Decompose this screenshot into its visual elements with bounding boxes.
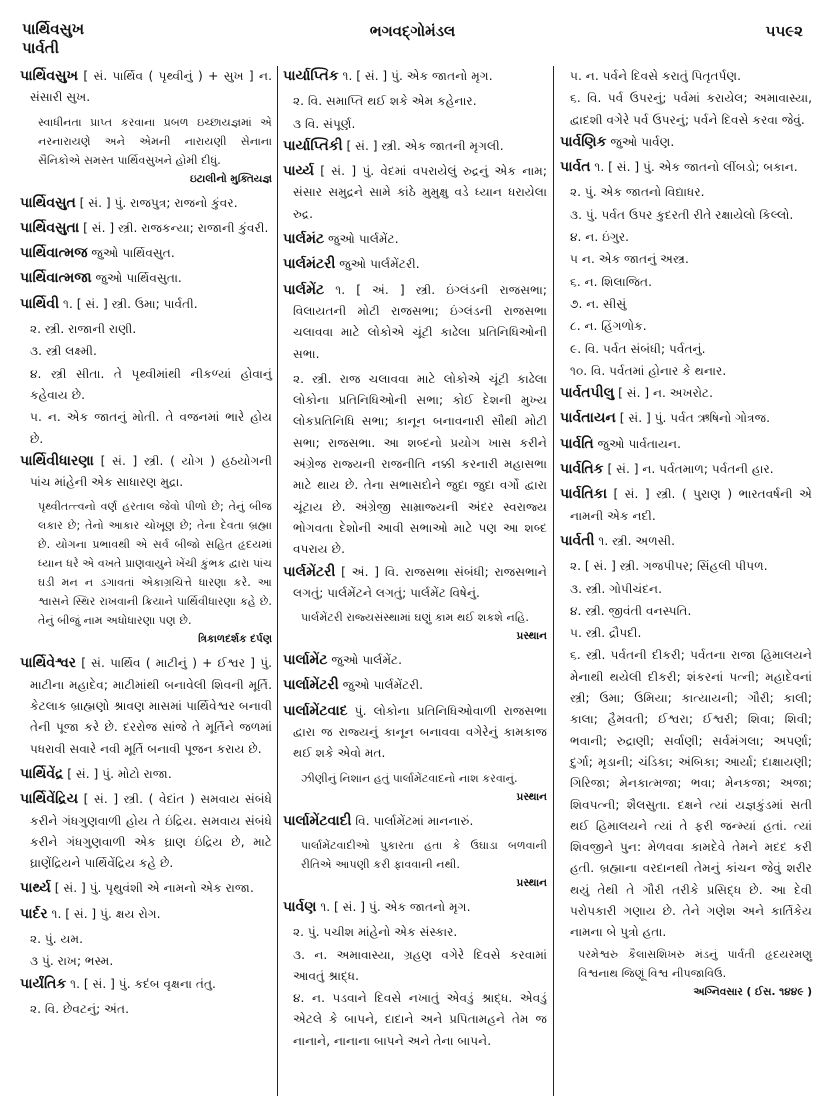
definition: [ સં. ] સ્ત્રી. ( વેદાંત ) સમવાય સંબંધે કરીને ગંધગુણવાળી હોય તે ઇંદ્રિય. સમવાય સંબંધે કરીને ગંધગુણવાળી એક ઘ્રાણ ઇંદ્રિય છે, માટે ઘ્રાણેંદ્રિયને પાર્થિવેંદ્રિય કહે છે. (30, 792, 272, 871)
headword: પાર્થિવેંદ્રિય (20, 791, 79, 808)
dictionary-entry (20, 66, 272, 109)
dictionary-entry (283, 161, 547, 225)
definition: વિ. પાર્લામેંટમાં માનનારું. (351, 813, 474, 828)
dictionary-entry (20, 218, 272, 239)
dictionary-entry (20, 294, 272, 315)
usage-quotation (20, 497, 272, 649)
sense-definition: ૨. વિ. સમાપ્તિ થઈ શકે એમ કહેનાર. (293, 94, 477, 109)
definition: [ સં. ] સ્ત્રી. ( પુરાણ ) ભારતવર્ષની એ નામની એક નદી. (570, 487, 812, 523)
definition: [ સં. ] પું. પૃથુવંશી એ નામનો એક રાજા. (50, 881, 254, 896)
dictionary-entry (20, 451, 272, 494)
definition: [ સં. ] પું. મોટો રાજા. (63, 766, 172, 781)
definition: જુઓ પાર્થિવસુત. (87, 246, 175, 261)
headword: પાર્થિવાત્મજા (20, 270, 92, 287)
sense-definition: ૩. સ્ત્રી લક્ષ્મી. (30, 344, 97, 359)
sense-definition: ૪. ન. ઇંગુર. (570, 230, 630, 245)
headword: પાર્થિવસુખ (20, 68, 78, 84)
page-number: ૫૫૯૨ (765, 22, 803, 40)
dictionary-entry (283, 897, 547, 918)
sense-definition: ૫ ન. એક જાતનું અસ્ત્ર. (570, 252, 689, 267)
usage-quotation (283, 608, 547, 646)
sense-definition: ૫. ન. એક જાતનું મોતી. તે વજનમાં ભારે હોય છે. (30, 410, 272, 446)
headword: પાર્વતિકા (560, 486, 607, 503)
sense-definition: ૯. વિ. પર્વત સંબંધી; પર્વતનું. (570, 341, 706, 356)
headword: પાર્લામેંટ (283, 652, 328, 669)
definition: [ સં. પાર્થિવ ( માટીનું ) + ઈશ્વર ] પું. માટીના મહાદેવ; માટીમાંથી બનાવેલી શિવની મૂર્તિ. કેટલાક બ્રાહ્મણો શ્રાવણ માસમાં પાર્થિવેશ્વર બનાવી તેની પૂજા કરે છે. દરરોજ સાંજે તે મૂર્તિને જળમાં પધરાવી સવારે નવી મૂર્તિ બનાવી પૂજન કરાય છે. (30, 656, 272, 756)
definition: જુઓ પાર્લમેંટ. (327, 653, 403, 668)
headword: પાર્થિવેંદ્ર (20, 765, 64, 782)
headword: પાર્લામેંટવાદી (283, 812, 352, 829)
definition: જુઓ પાર્વતાયન. (593, 436, 681, 451)
sense-definition: ૫. ન. પર્વને દિવસે કરાતું પિતૃતર્પણ. (570, 69, 742, 83)
column-1 (20, 66, 272, 1021)
headword: પાર્લામેંટરી (283, 677, 339, 694)
headword: પાર્લમંટ (283, 231, 325, 248)
headword: પાર્થિવેશ્વર (20, 655, 77, 672)
sense-definition: ૮. ન. હિંગળોક. (570, 319, 647, 334)
definition: [ સં. ] પું. વેદમાં વપરાયેલું રુદ્રનું એક નામ; સંસાર સમુદ્રને સામે કાંઠે મુમુક્ષુ વડે ધ્યાન ધરાયેલા રુદ્ર. (293, 164, 547, 221)
headword: પાર્દર (20, 905, 48, 922)
dictionary-entry (20, 653, 272, 759)
definition: ૧. [ સં. ] પું. ક્ષય રોગ. (47, 906, 161, 921)
dictionary-entry (20, 878, 272, 899)
headword: પાર્વતાયન (560, 410, 616, 427)
dictionary-entry (283, 254, 547, 275)
definition: જુઓ પાર્લમેંટરી. (335, 257, 420, 272)
sense-definition: ૪. સ્ત્રી સીતા. તે પૃથ્વીમાંથી નીકળ્યાં હોવાનું કહેવાય છે. (30, 366, 272, 402)
definition: જુઓ પાર્લમેંટરી. (338, 678, 424, 693)
headword: પાર્વત (560, 159, 591, 176)
dictionary-entry (283, 675, 547, 696)
dictionary-entry (283, 136, 547, 157)
quotation-text: પાર્લમેંટરી રાજ્યસંસ્થામાં ઘણું કામ થઈ શકશે નહિ. (301, 611, 529, 625)
sense-definition: ૨. પું. યમ. (30, 932, 84, 947)
sense-definition: ૨. વિ. છેવટનું; અંત. (30, 1001, 129, 1016)
dictionary-entry (20, 193, 272, 214)
headword: પાર્થ્ય (20, 880, 51, 897)
dictionary-entry (283, 66, 547, 87)
dictionary-entry (283, 701, 547, 765)
dictionary-entry (283, 229, 547, 250)
usage-quotation (283, 836, 547, 893)
headword: પાર્ય્ય (283, 163, 314, 180)
headword: પાર્વતપીલુ (560, 385, 615, 402)
definition: [ સં. ] સ્ત્રી. રાજકન્યા; રાજાની કુંવરી. (79, 220, 269, 235)
quotation-source: ઇટાલીનો મુક્તિયજ્ઞ (189, 172, 272, 185)
headword: પાર્યાપ્તિક (283, 68, 339, 84)
guide-word-last: પાર્વતી (22, 39, 59, 57)
headword: પાર્થિવાત્મજ (20, 245, 88, 262)
headword: પાર્વતિક (560, 461, 604, 478)
definition: ૧. સ્ત્રી. અળસી. (594, 533, 675, 548)
headword: પાર્લમેંટરી (283, 563, 336, 580)
sense-definition: ૩. સ્ત્રી. ગોપીચંદન. (570, 581, 662, 596)
definition: [ સં. ] સ્ત્રી. એક જાતની મૃગલી. (342, 138, 504, 153)
dictionary-entry (560, 408, 812, 429)
quotation-source: પ્રસ્થાન (516, 790, 547, 803)
definition: ૧. [ અં. ] સ્ત્રી. ઇંગ્લંડની રાજસભા; વિલાયતની મોટી રાજસભા; ઇંગ્લંડની રાજસભા ચલાવવા માટે લોકોએ ચૂંટી કાઢેલા પ્રતિનિધિઓની સભા. (293, 282, 547, 361)
sense-definition: ૪. સ્ત્રી. જીવંતી વનસ્પતિ. (570, 603, 692, 618)
dictionary-entry (20, 789, 272, 874)
headword: પાર્વતિ (560, 435, 594, 452)
quotation-source: પ્રસ્થાન (516, 876, 547, 889)
sense-definition: ૩. ન. અમાવાસ્યા, ગ્રહણ વગેરે દિવસે કરવામાં આવતું શ્રાદ્ધ. (293, 947, 547, 983)
definition: [ સં. ] પું. પર્વત ઋષિનો ગોત્રજ. (615, 411, 770, 426)
dictionary-entry (283, 562, 547, 605)
dictionary-entry (20, 904, 272, 925)
sense-definition: ૨. સ્ત્રી. રાજાની રાણી. (30, 322, 137, 337)
headword: પાર્યંતિક (20, 975, 67, 992)
dictionary-entry (283, 650, 547, 671)
dictionary-entry (560, 157, 812, 178)
sense-definition: ૭. ન. સીસું (570, 296, 627, 311)
dictionary-entry (283, 280, 547, 365)
quotation-text: ઝીણીનું નિશાન હતું પાર્લામેંટવાદનો નાશ કરવાનું. (301, 771, 518, 785)
sense-definition: ૨. પું. પચીશ માંહેનો એક સંસ્કાર. (293, 925, 458, 940)
definition: [ સં. ] ન. પર્વતમાળ; પર્વતની હાર. (603, 462, 774, 477)
definition: ૧. [ સં. ] પું. એક જાતનો મૃગ. (316, 899, 471, 914)
definition: ૧. [ સં. ] પું. એક જાતનો લીંબડો; બકાન. (590, 160, 798, 175)
headword: પાર્વણિક (560, 133, 607, 150)
book-title: ભગવદ્ગોમંડલ (369, 22, 456, 40)
headword: પાર્લમંટરી (283, 256, 336, 273)
dictionary-entry (560, 531, 812, 552)
headword: પાર્લામેંટવાદ (283, 702, 348, 719)
dictionary-entry (560, 484, 812, 527)
dictionary-entry (20, 243, 272, 264)
quotation-text: પૃથ્વીતત્ત્વનો વર્ણ હરતાલ જેવો પીળો છે; તેનું બીજ લકાર છે; તેનો આકાર ચોખૂણ છે; તેના દેવતા બ્રહ્મા છે. યોગના પ્રભાવથી એ સર્વ બીજો સહિત હૃદયમાં ધ્યાન ધરે એ વખતે પ્રાણવાયુને ખેંચી કુંભક દ્વારા પાંચ ઘડી મન ન ડગાવતાં એકાગ્રચિત્તે ધારણા કરે. આ શ્વાસને સ્થિર રાખવાની ક્રિયાને પાર્થિવીધારણા કહે છે. તેનું બીજું નામ અધોધારણા પણ છે. (38, 500, 272, 628)
definition: પું. લોકોના પ્રતિનિધિઓવાળી રાજસભા દ્વારા જ રાજ્યનું કાનૂન બનાવવા વગેરેનું કામકાજ થઈ શકે એવો મત. (293, 703, 547, 761)
dictionary-entry (283, 811, 547, 832)
quotation-source: પ્રસ્થાન (516, 630, 547, 643)
guide-word-first: પાર્થિવસુખ (22, 20, 85, 38)
headword: પાર્લમેંટ (283, 281, 325, 298)
definition: ૧. [ સં. ] પું. કદંબ વૃક્ષના તંતુ. (66, 976, 216, 991)
sense-definition: ૬. વિ. પર્વ ઉપરનું; પર્વમાં કરાયેલ; અમાવાસ્યા, દ્વાદશી વગેરે પર્વ ઉપરનું; પર્વને દિવસે કરવા જેવું. (570, 91, 812, 127)
usage-quotation (283, 769, 547, 807)
dictionary-entry (560, 383, 812, 404)
definition: [ સં. ] પું. રાજપુત્ર; રાજનો કુંવર. (75, 195, 238, 210)
column-divider (553, 66, 554, 1096)
definition: [ સં. પાર્થિવ ( પૃથ્વીનું ) + સુખ ] ન. સંસારી સુખ. (30, 69, 272, 105)
sense-definition: ૬. ન. શિલાજિત. (570, 274, 652, 289)
definition: [ અં. ] વિ. રાજસભા સંબંધી; રાજસભાને લગતું; પાર્લમેંટને લગતું; પાર્લમેંટ વિષેનું. (293, 564, 547, 600)
column-divider (277, 66, 278, 1096)
dictionary-entry (560, 434, 812, 455)
headword: પાર્થિવીધારણા (20, 452, 94, 469)
dictionary-entry (560, 132, 812, 153)
sense-definition: ૨. [ સં. ] સ્ત્રી. ગજપીપર; સિંહલી પીપળ. (570, 559, 768, 574)
sense-definition: ૫. સ્ત્રી. દ્રૌપદી. (570, 626, 642, 641)
usage-quotation (560, 945, 812, 1002)
definition: જુઓ પાર્થિવસુતા. (91, 271, 182, 286)
headword: પાર્થિવી (20, 295, 60, 312)
headword: પાર્વણ (283, 898, 317, 915)
sense-definition: ૨. સ્ત્રી. રાજ ચલાવવા માટે લોકોએ ચૂંટી કાઢેલા લોકોના પ્રતિનિધિઓની સભા; કોઈ દેશની મુખ્ય લોકપ્રતિનિધિ સભા; કાનૂન બનાવનારી સૌથી મોટી સભા; રાજસભા. આ શબ્દનો પ્રયોગ ખાસ કરીને અંગ્રેજ રાજ્યની રાજનીતિ નક્કી કરનારી મહાસભા માટે થાય છે. તેના સભાસદોને જુદા જુદા વર્ગો દ્વારા ચૂંટાય છે. અંગ્રેજી સામ્રાજ્યની અંદર સ્વરાજ્ય ભોગવતા દેશોની આવી સભાઓ માટે પણ આ શબ્દ વપરાય છે. (293, 371, 547, 557)
definition: ૧. [ સં. ] પું. એક જાતનો મૃગ. (338, 69, 493, 83)
sense-definition: ૬. સ્ત્રી. પર્વતની દીકરી; પર્વતના રાજા હિમાલયને મેનાથી થયેલી દીકરી; શંકરનાં પત્ની; મહાદેવનાં સ્ત્રી; ઉમા; ઉમિયા; કાત્યાયની; ગૌરી; કાલી; કાલા; હૈમવતી; ઈશ્વરા; ઈશ્વરી; શિવા; શિવી; ભવાની; રુદ્રાણી; સર્વાણી; સર્વમંગલા; અપર્ણા; દુર્ગા; મૃડાની; ચંડિકા; અંબિકા; આર્યા; દાક્ષાયણી; ગિરિજા; મેનકાત્મજા; ભવા; મેનકજા; અજા; શિવપત્ની; શૈલસુતા. દક્ષને ત્યાં યજ્ઞકુંડમાં સતી થઈ હિમાલયને ત્યાં તે ફરી જન્મ્યાં હતાં. ત્યાં શિવજીને પુન: મેળવવા કામદેવે તેમને મદદ કરી હતી. બ્રહ્માના વરદાનથી તેમનું કાંચન જેવું શરીર થયું તેથી તે ગૌરી તરીકે પ્રસિદ્ધ છે. આ દેવી પરોપકારી ગણાય છે. તેને ગણેશ અને કાર્તિકેય નામના બે પુત્રો હતા. (570, 648, 812, 940)
definition: [ સં. ] ન. અખરોટ. (614, 386, 713, 401)
sense-definition: ૩. પું. પર્વત ઉપર કુદરતી રીતે રક્ષાયેલો કિલ્લો. (570, 207, 794, 222)
definition: ૧. [ સં. ] સ્ત્રી. ઉમા; પાર્વતી. (59, 296, 198, 311)
sense-definition: ૧૦. વિ. પર્વતમાં હોનાર કે થનાર. (570, 363, 727, 378)
headword: પાર્વતી (560, 532, 595, 549)
headword: પાર્થિવસુત (20, 194, 76, 211)
definition: જુઓ પાર્વણ. (606, 134, 675, 149)
definition: [ સં. ] સ્ત્રી. ( યોગ ) હઠયોગની પાંચ માંહેની એક સાધારણ મુદ્રા. (30, 453, 272, 490)
dictionary-entry (20, 974, 272, 995)
sense-definition: ૨. પું. એક જાતનો વિદ્યાધર. (570, 185, 705, 200)
headword: પાર્થિવસુતા (20, 219, 80, 236)
column-2 (283, 66, 547, 1053)
dictionary-entry (560, 459, 812, 480)
sense-definition: ૩ પું. રાખ; ભસ્મ. (30, 954, 114, 969)
quotation-text: પાર્લામેંટવાદીઓ પુકારતા હતા કે ઉઘાડા બળવાની રીતિએ આપણી કરી ફાવવાની નથી. (301, 838, 547, 871)
usage-quotation (20, 113, 272, 189)
quotation-text: પરમેશ્વરુ કૈલાસશિખરુ મંડનું પાર્વતી હૃદયરમણુ વિશ્વનાથ જિણૂં વિશ્વ નીપજાવિઉ. (578, 947, 812, 980)
headword: પાર્યાપ્તિકી (283, 137, 343, 154)
definition: જુઓ પાર્લમેંટ. (324, 232, 399, 247)
dictionary-entry (20, 764, 272, 785)
sense-definition: ૪. ન. પડવાને દિવસે નખાતું એવડું શ્રાદ્ધ. એવડું એટલે કે બાપને, દાદાને અને પ્રપિતામહને તેમ જ નાનાને, નાનાના બાપને અને તેના બાપને. (293, 991, 547, 1048)
dictionary-entry (20, 268, 272, 289)
quotation-source: અગ્નિવસાર ( ઈસ. ૧૪૪૯ ) (693, 985, 812, 998)
column-3 (560, 66, 812, 1006)
quotation-text: સ્વાધીનતા પ્રાપ્ત કરવાના પ્રબળ ઇચ્છાયજ્ઞમાં એ નરનારાયણે અને એમની નારાયણી સેનાના સૈનિકોએ સમસ્ત પાર્થિવસુખને હોમી દીધું. (38, 115, 272, 167)
sense-definition: ૩ વિ. સંપૂર્ણ. (293, 116, 356, 131)
quotation-source: ત્રિકાળદર્શક દર્પણ (198, 633, 272, 646)
